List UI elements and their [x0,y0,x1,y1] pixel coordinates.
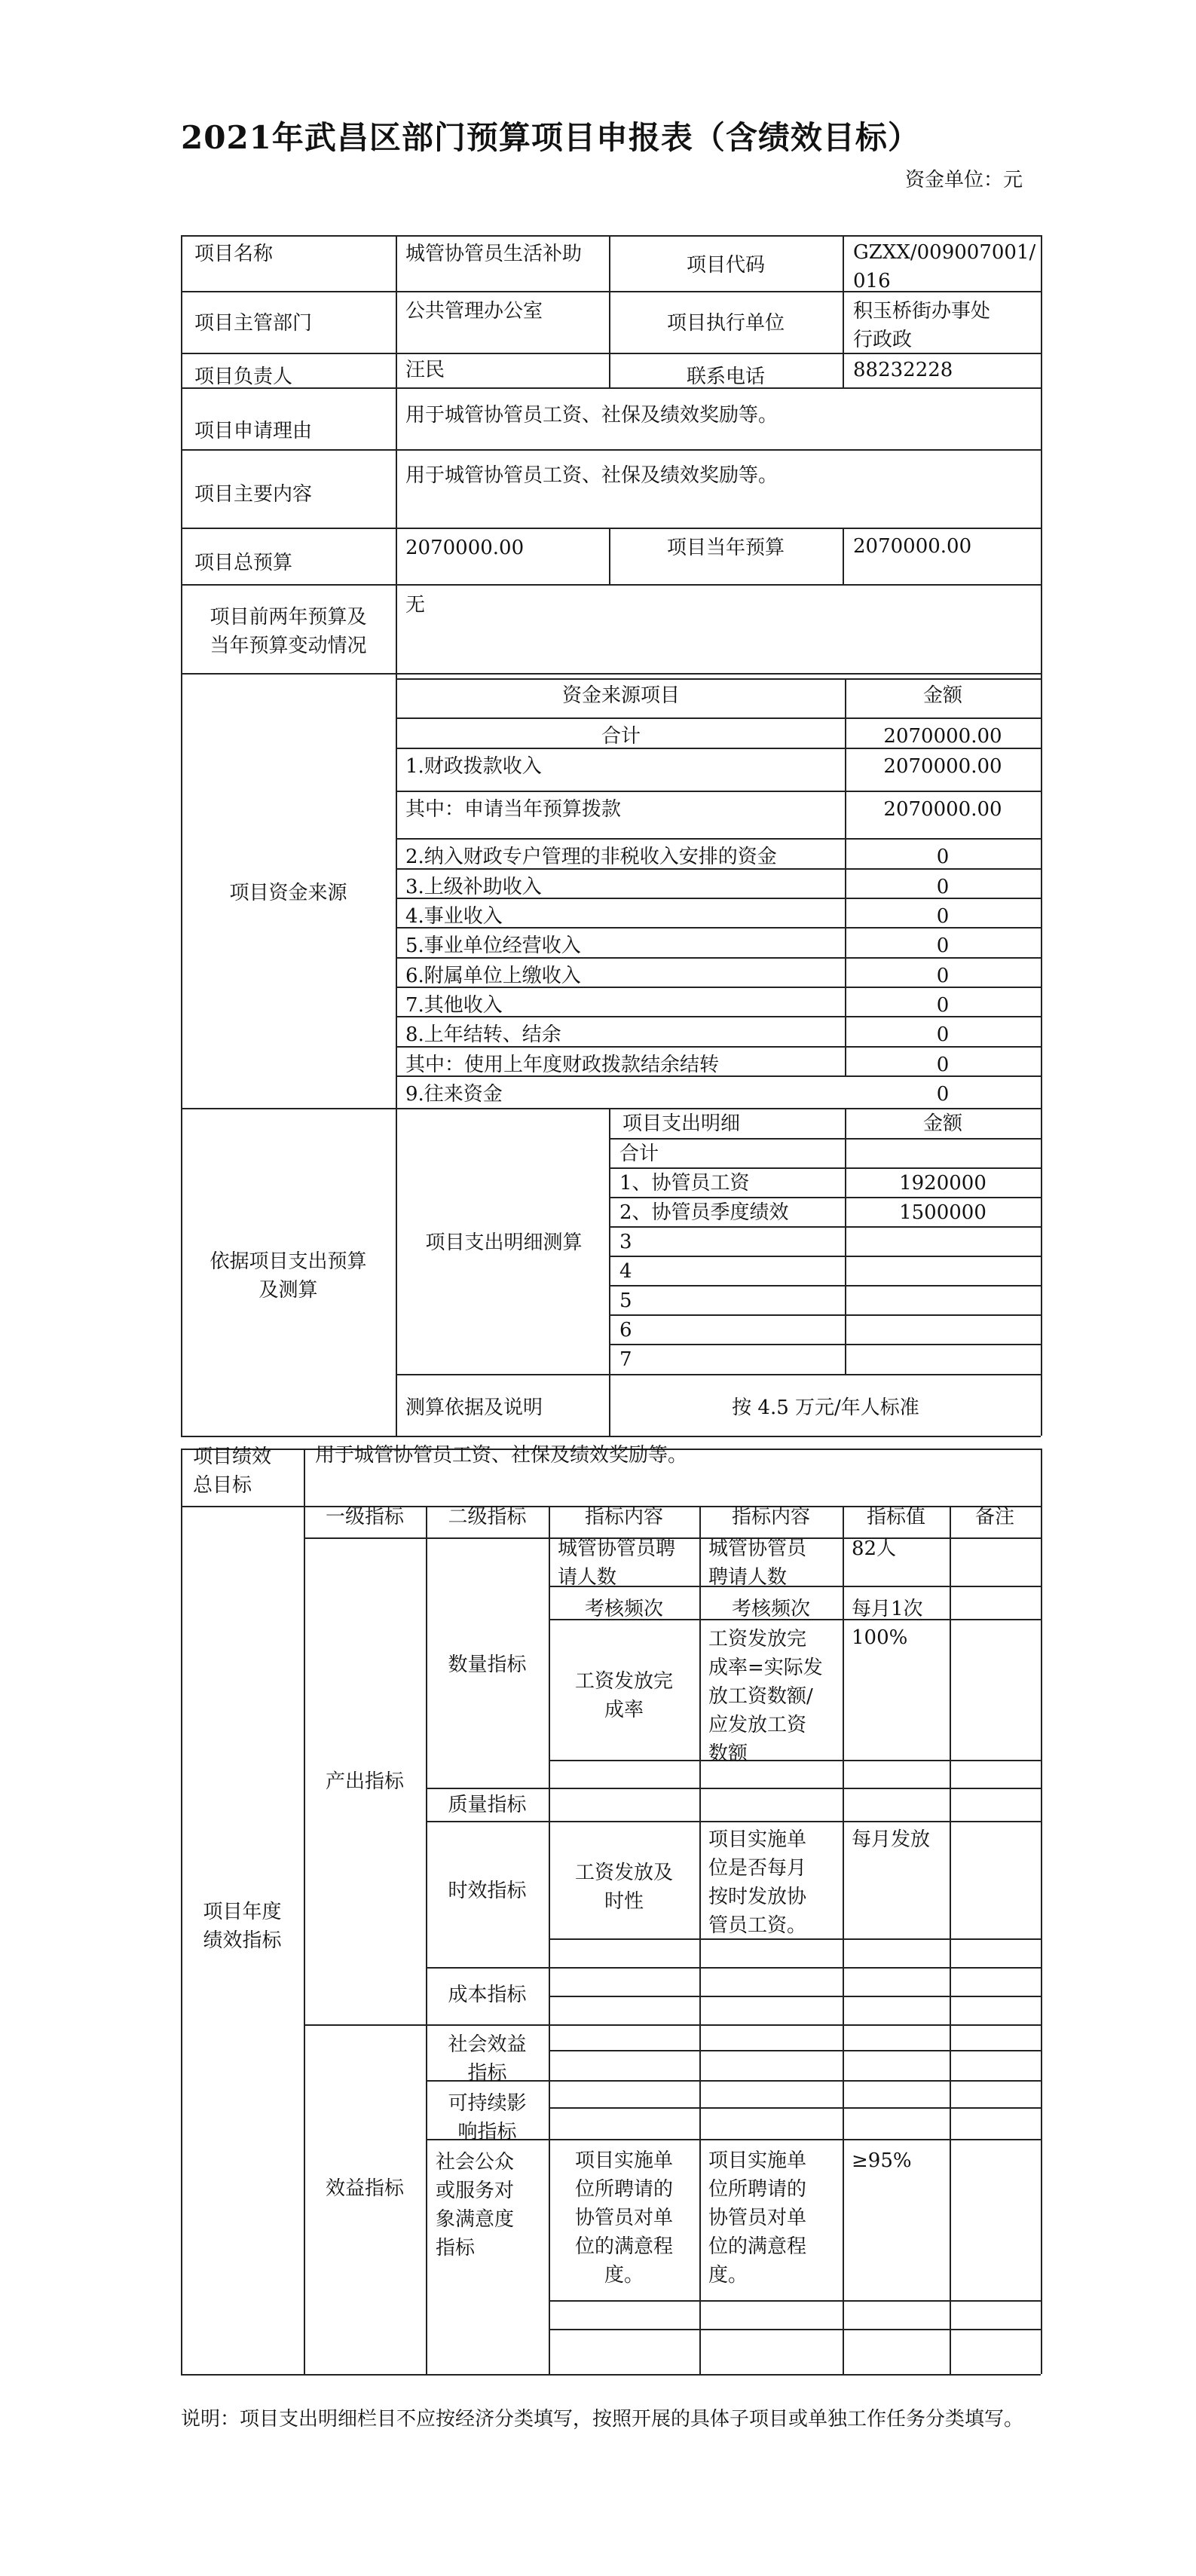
quantity-indicator: 数量指标 [448,1654,527,1676]
spending-head-item: 项目支出明细 [622,1112,741,1135]
r1-desc-line1: 城管协管员 [708,1537,807,1560]
grid-line [304,1449,305,2374]
sustain-indicator-line2: 响指标 [457,2121,517,2143]
grid-line [181,1506,304,1507]
funding-row-amount: 0 [936,846,950,868]
funding-row-item: 2.纳入财政专户管理的非税收入安排的资金 [405,846,777,868]
r3-value: 100% [852,1626,908,1649]
grid-line [181,2374,1041,2376]
funding-row-amount: 0 [936,935,950,957]
perf-head-level1: 一级指标 [325,1506,404,1528]
spending-label-line2: 及测算 [258,1279,318,1302]
funding-row-amount: 2070000.00 [883,755,1002,778]
quality-indicator: 质量指标 [448,1794,527,1816]
r1-content-line1: 城管协管员聘 [558,1537,676,1560]
grid-line [181,584,1041,586]
code-label: 项目代码 [686,254,765,277]
code-value-line1: GZXX/009007001/ [853,241,1036,264]
funding-row-item: 9.往来资金 [405,1083,503,1106]
r4-desc-line1: 项目实施单 [708,1828,807,1851]
grid-line [549,2050,1041,2051]
r5-content-line4: 位的满意程 [574,2235,673,2258]
spending-row-item: 1、协管员工资 [619,1172,750,1195]
r4-content-line2: 时性 [604,1890,644,1913]
perf-head-content-2: 指标内容 [731,1506,810,1528]
year-perf-label-line2: 绩效指标 [203,1929,282,1952]
phone-label: 联系电话 [686,366,765,388]
grid-line [843,528,844,584]
satisfaction-indicator-line4: 指标 [436,2237,476,2259]
funding-row-amount: 2070000.00 [883,798,1002,821]
grid-line [396,838,1041,840]
page-title: 2021年武昌区部门预算项目申报表（含绩效目标） [181,119,920,156]
reason-label: 项目申请理由 [194,420,313,442]
funding-head-amount: 金额 [922,684,962,707]
goal-value: 用于城管协管员工资、社保及绩效奖励等。 [315,1444,688,1467]
grid-line [843,1537,844,2374]
funding-row-item: 5.事业单位经营收入 [405,935,581,957]
r5-value: ≥95% [852,2149,912,2172]
perf-head-level2: 二级指标 [448,1506,527,1528]
satisfaction-indicator-line2: 或服务对 [436,2180,515,2202]
year-budget-label: 项目当年预算 [666,537,785,559]
spending-row-item: 6 [619,1319,632,1342]
spending-head-amount: 金额 [922,1112,962,1135]
dept-value: 公共管理办公室 [405,300,543,323]
reason-value: 用于城管协管员工资、社保及绩效奖励等。 [405,404,778,427]
phone-value: 88232228 [853,359,953,381]
funding-row-item: 6.附属单位上缴收入 [405,965,581,987]
perf-head-content: 指标内容 [584,1506,663,1528]
grid-line [426,1821,549,1822]
grid-line [609,1285,1041,1286]
r3-desc-line4: 应发放工资 [708,1714,807,1736]
funding-row-amount: 0 [936,965,950,987]
year-budget-value: 2070000.00 [853,535,972,558]
grid-line [181,528,1041,529]
satisfaction-indicator-line3: 象满意度 [436,2208,515,2231]
leader-value: 汪民 [405,359,445,381]
grid-line [549,2329,1041,2330]
dept-label: 项目主管部门 [194,312,313,335]
satisfaction-indicator-line1: 社会公众 [436,2151,515,2174]
grid-line [181,1436,1041,1437]
social-indicator-line2: 指标 [467,2062,507,2085]
spending-row-item: 7 [619,1348,632,1371]
r4-desc-line4: 管员工资。 [708,1914,807,1937]
spending-row-amount: 1500000 [899,1201,986,1224]
r3-desc-line5: 数额 [708,1742,748,1765]
grid-line [609,1256,1041,1257]
r2-value: 每月1次 [852,1598,923,1620]
grid-line [950,1537,951,2374]
output-indicator-label: 产出指标 [325,1770,404,1793]
r3-desc-line1: 工资发放完 [708,1628,807,1651]
spending-label-line1: 依据项目支出预算 [210,1250,367,1273]
social-indicator-line1: 社会效益 [448,2033,527,2056]
spending-row-item: 2、协管员季度绩效 [619,1201,789,1224]
grid-line [549,1586,1041,1587]
goal-label-line2: 总目标 [193,1474,252,1497]
r3-content-line2: 成率 [604,1699,644,1721]
currency-unit: 资金单位：元 [904,169,1023,191]
spending-row-item: 3 [619,1231,632,1253]
year-perf-label-line1: 项目年度 [203,1901,282,1923]
grid-line [549,1996,1041,1997]
funding-row-item: 1.财政拨款收入 [405,755,542,778]
r1-value: 82人 [852,1537,897,1560]
grid-line [181,291,1041,292]
funding-row-amount: 0 [936,1054,950,1076]
r5-content-line1: 项目实施单 [574,2149,673,2172]
perf-head-remark: 备注 [974,1506,1014,1528]
spending-row-item: 4 [619,1260,632,1283]
r3-desc-line3: 放工资数额/ [708,1685,813,1708]
prev-budget-label-line2: 当年预算变动情况 [210,635,367,657]
grid-line [304,2024,549,2026]
r4-desc-line2: 位是否每月 [708,1857,807,1880]
grid-line [609,1314,1041,1316]
funding-row-item: 3.上级补助收入 [405,876,542,898]
r1-content-line2: 请人数 [558,1566,617,1589]
r2-desc: 考核频次 [731,1598,810,1620]
name-value: 城管协管员生活补助 [405,243,583,265]
r5-desc-line5: 度。 [708,2264,748,2287]
grid-line [396,1108,397,1436]
sustain-indicator-line1: 可持续影 [448,2092,527,2115]
r4-content-line1: 工资发放及 [574,1862,673,1884]
funding-head-item: 资金来源项目 [561,684,680,707]
grid-line [549,2107,1041,2109]
funding-row-amount: 2070000.00 [883,725,1002,748]
funding-row-item: 其中：申请当年预算拨款 [405,798,622,821]
grid-line [549,1821,1041,1822]
grid-line [396,791,1041,792]
grid-line [549,1760,1041,1761]
grid-line [549,2300,1041,2302]
grid-line [1041,1449,1042,2374]
r4-value: 每月发放 [852,1828,931,1851]
exec-value-line2: 行政政 [853,329,913,351]
funding-row-amount: 0 [936,876,950,898]
r5-content-line5: 度。 [604,2264,644,2287]
grid-line [549,2080,1041,2082]
funding-row-item: 7.其他收入 [405,994,503,1017]
goal-label-line1: 项目绩效 [193,1446,272,1468]
grid-line [426,1967,549,1969]
grid-line [181,673,1041,675]
grid-line [549,1967,1041,1969]
grid-line [609,1108,610,1436]
funding-row-item: 合计 [601,725,641,748]
r2-content: 考核频次 [584,1598,663,1620]
grid-line [549,2024,1041,2026]
r3-content-line1: 工资发放完 [574,1670,673,1693]
r5-desc-line1: 项目实施单 [708,2149,807,2172]
name-label: 项目名称 [194,243,274,265]
footnote: 说明：项目支出明细栏目不应按经济分类填写，按照开展的具体子项目或单独工作任务分类填写。 [181,2408,1024,2431]
grid-line [181,449,1041,451]
content-label: 项目主要内容 [194,483,313,506]
basis-label: 测算依据及说明 [405,1397,543,1419]
r1-desc-line2: 聘请人数 [708,1566,788,1589]
time-indicator: 时效指标 [448,1880,527,1902]
total-budget-label: 项目总预算 [194,552,293,574]
funding-label: 项目资金来源 [229,882,347,904]
grid-line [396,678,1041,680]
basis-value: 按 4.5 万元/年人标准 [732,1397,919,1419]
grid-line [181,235,1041,237]
grid-line [396,717,1041,719]
leader-label: 项目负责人 [194,366,293,388]
r5-desc-line2: 位所聘请的 [708,2178,807,2201]
prev-budget-value: 无 [405,594,426,616]
spending-row-amount: 1920000 [899,1172,986,1195]
grid-line [845,1108,846,1374]
spending-row-item: 5 [619,1290,632,1312]
grid-line [1041,235,1042,1436]
funding-row-amount: 0 [936,1023,950,1046]
grid-line [549,2139,1041,2140]
content-value: 用于城管协管员工资、社保及绩效奖励等。 [405,464,778,487]
funding-row-item: 8.上年结转、结余 [405,1023,561,1046]
effect-indicator-label: 效益指标 [325,2177,404,2200]
r5-desc-line3: 协管员对单 [708,2207,807,2229]
r5-content-line3: 协管员对单 [574,2207,673,2229]
funding-row-item: 其中：使用上年度财政拨款结余结转 [405,1054,720,1076]
prev-budget-label-line1: 项目前两年预算及 [210,606,367,629]
funding-row-amount: 0 [936,994,950,1017]
funding-row-amount: 0 [936,1083,950,1106]
grid-line [843,235,844,387]
r3-desc-line2: 成率=实际发 [708,1657,823,1679]
funding-row-item: 4.事业收入 [405,905,503,928]
spending-row-item: 合计 [619,1143,659,1165]
total-budget-value: 2070000.00 [405,537,525,559]
perf-head-value: 指标值 [866,1506,925,1528]
grid-line [549,1788,1041,1789]
r5-content-line2: 位所聘请的 [574,2178,673,2201]
grid-line [699,1537,701,2374]
code-value-line2: 016 [853,270,891,292]
grid-line [609,1344,1041,1345]
r5-desc-line4: 位的满意程 [708,2235,807,2258]
exec-label: 项目执行单位 [666,312,785,335]
grid-line [396,1374,1041,1375]
grid-line [396,235,397,673]
detail-calc-label: 项目支出明细测算 [425,1231,583,1254]
grid-line [426,1788,549,1789]
grid-line [609,1138,1041,1140]
funding-row-amount: 0 [936,905,950,928]
r4-desc-line3: 按时发放协 [708,1886,807,1908]
cost-indicator: 成本指标 [448,1984,527,2006]
exec-value-line1: 积玉桥街办事处 [853,300,991,323]
